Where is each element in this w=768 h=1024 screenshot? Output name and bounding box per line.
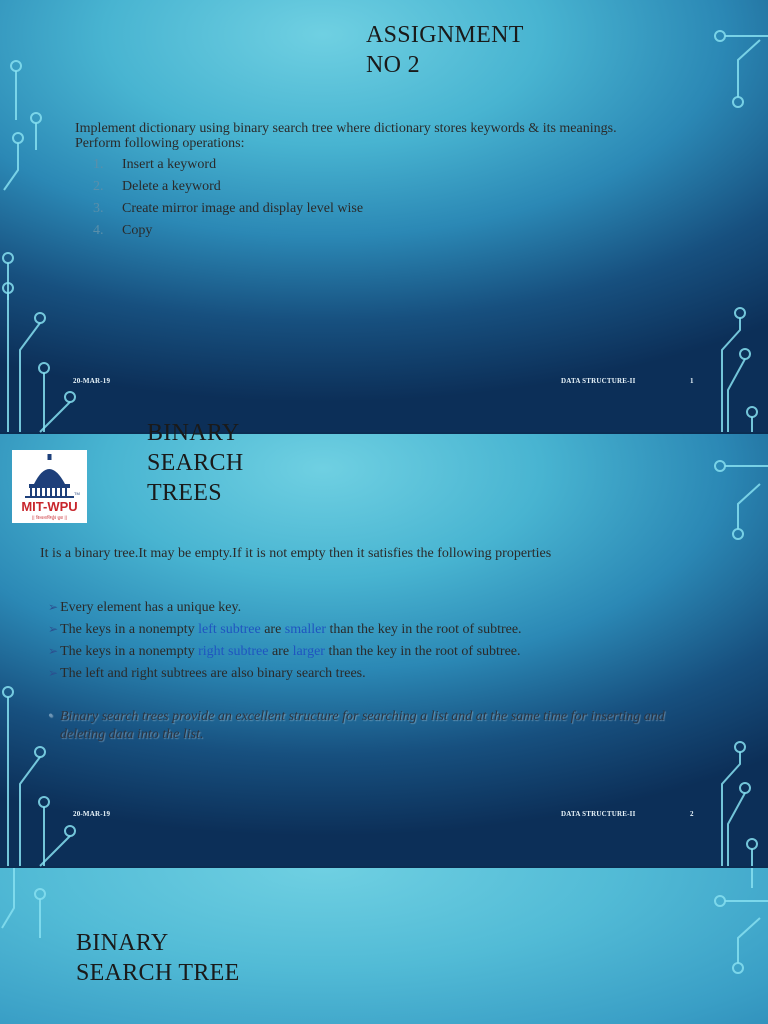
list-item: ➢ The keys in a nonempty left subtree are smaller than the key in the root of subtree. [48,622,522,637]
assignment-description: Implement dictionary using binary search tree where dictionary stores keywords & its meanings. Perform following operations: [75,121,617,151]
svg-text:TM: TM [74,491,80,496]
footer-page-number: 2 [690,810,694,818]
footer-course: DATA STRUCTURE-II [561,810,636,818]
arrow-bullet-icon: ➢ [48,644,59,658]
svg-text:|| विश्वशान्तिर्ध्रुवं ध्रुवा: || विश्वशान्तिर्ध्रुवं ध्रुवा || [31,515,68,520]
footer-course: DATA STRUCTURE-II [561,377,636,385]
slide-2 [0,420,768,866]
footer-page-number: 1 [690,377,694,385]
svg-text:MIT-WPU: MIT-WPU [21,499,78,514]
list-item: 1. Insert a keyword [93,157,217,172]
arrow-bullet-icon: ➢ [48,622,59,636]
bst-definition: It is a binary tree.It may be empty.If it is not empty then it satisfies the following properties [40,546,552,561]
operations-list [93,154,363,242]
dome-icon [12,450,87,523]
list-item: 3. Create mirror image and display level wise [93,201,364,216]
arrow-bullet-icon: ➢ [48,666,59,680]
bst-note: • Binary search trees provide an excellent structure for searching a list and at the same time for inserting and deleting data into the list. [48,709,665,742]
slide-1 [0,0,768,432]
bst-properties-list [48,596,522,684]
slide-title: BINARY SEARCH TREE [76,930,240,986]
slide-title: ASSIGNMENT NO 2 [366,22,524,78]
list-item: 2. Delete a keyword [93,179,221,194]
slide-3 [0,868,768,1024]
list-item: 4. Copy [93,223,153,238]
list-item: ➢ The keys in a nonempty right subtree are larger than the key in the root of subtree. [48,644,521,659]
footer-date: 20-MAR-19 [73,810,111,818]
footer-date: 20-MAR-19 [73,377,111,385]
list-item: ➢ The left and right subtrees are also binary search trees. [48,666,366,681]
slide-title: BINARY SEARCH TREES [147,420,244,506]
arrow-bullet-icon: ➢ [48,600,59,614]
list-item: ➢ Every element has a unique key. [48,600,242,615]
mit-wpu-logo [12,450,87,523]
bullet-dot-icon: • [48,709,53,724]
